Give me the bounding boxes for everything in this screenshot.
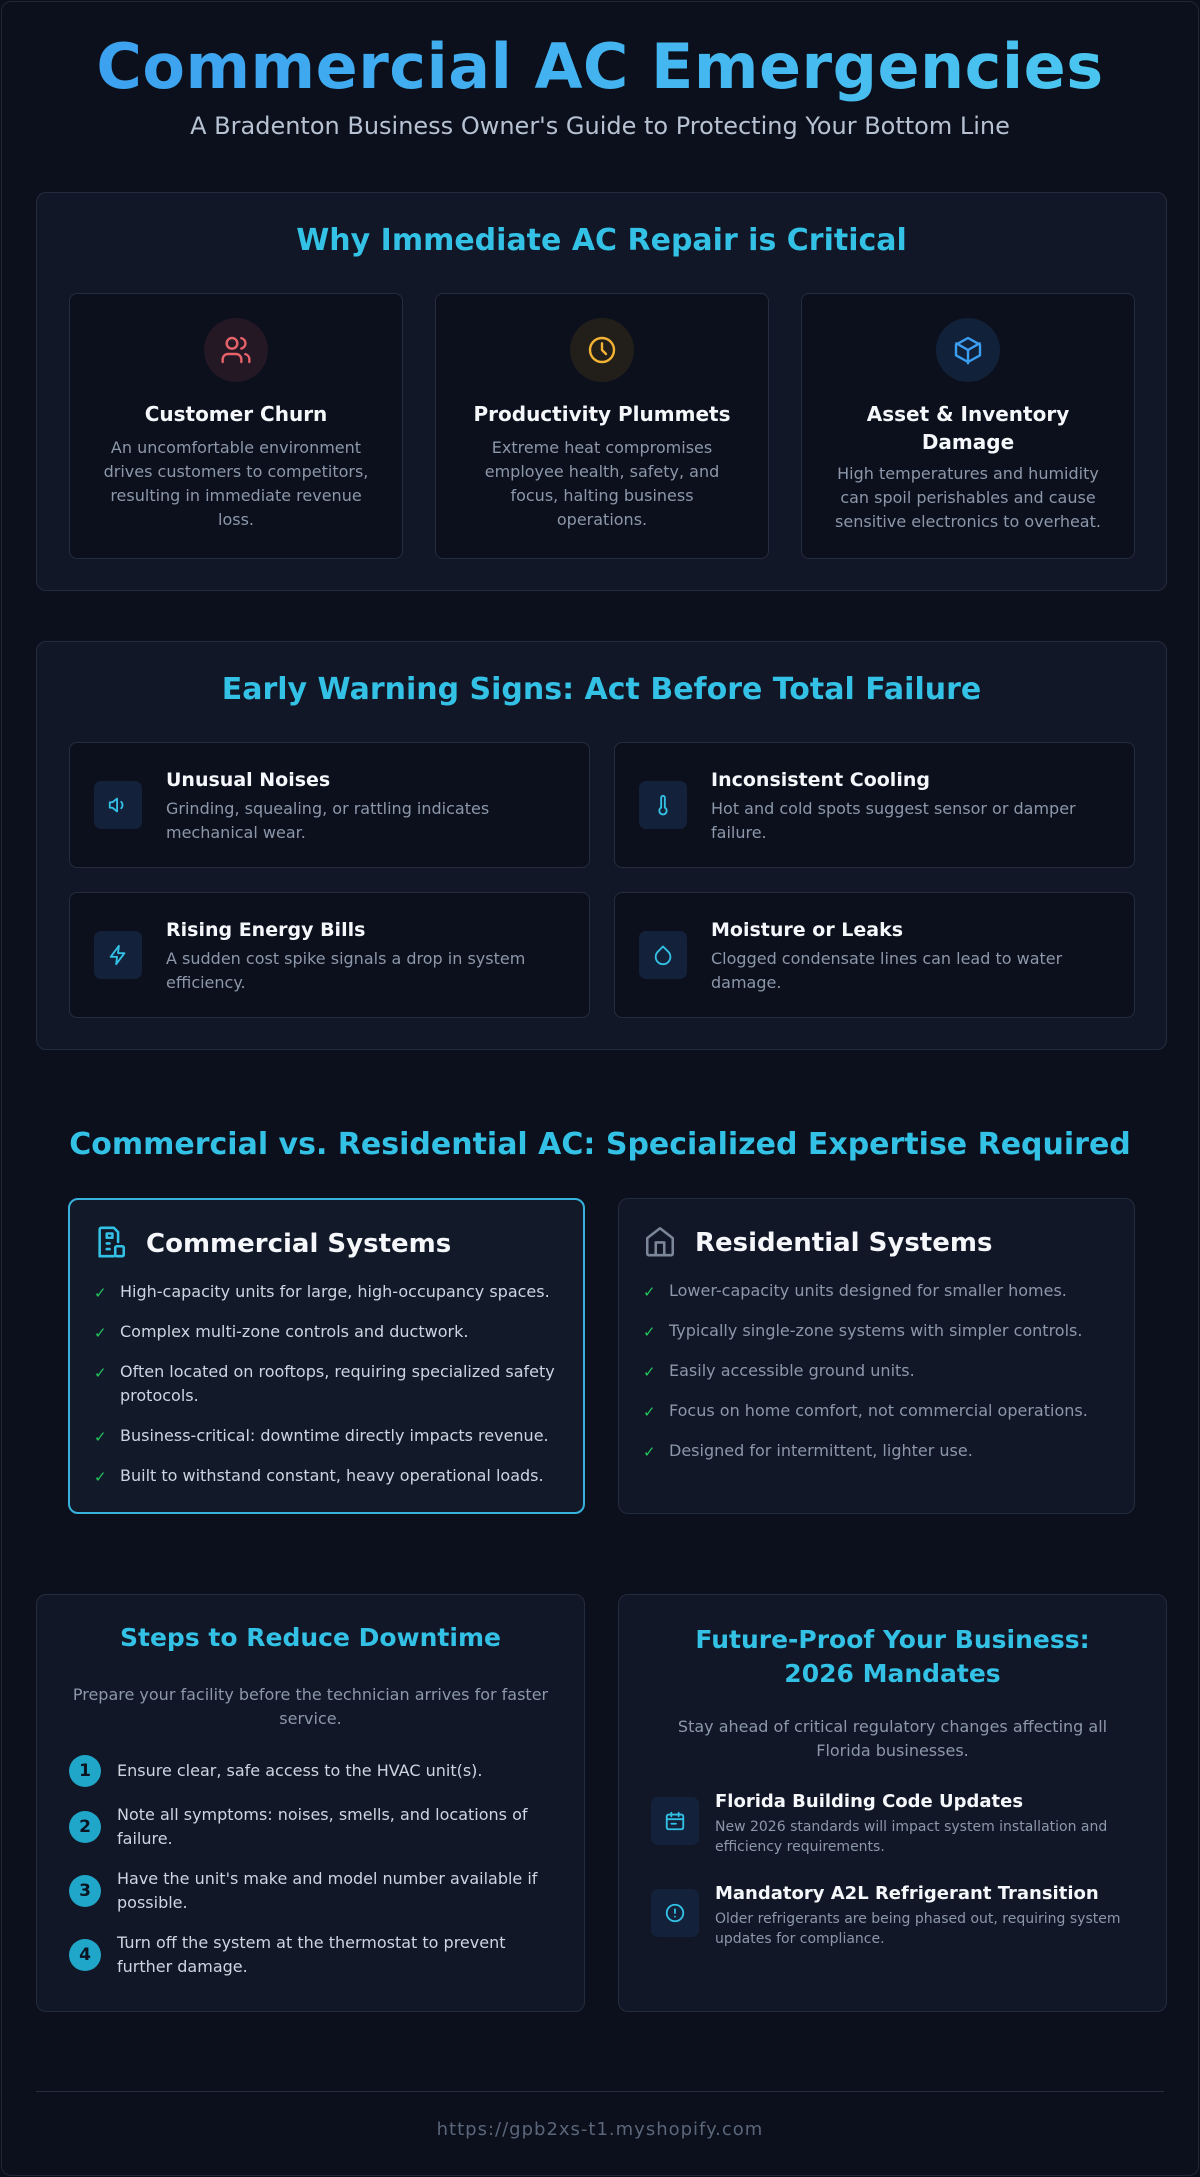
mandate-text: Older refrigerants are being phased out, requiring system updates for compliance.	[715, 1911, 1121, 1947]
why-card-text: High temperatures and humidity can spoil perishables and cause sensitive electronics to overheat.	[835, 464, 1101, 531]
comparison-list-item	[94, 1424, 559, 1448]
comparison-list-item	[94, 1280, 559, 1304]
warning-card-noises	[69, 742, 590, 868]
comparison-list-item	[94, 1360, 559, 1408]
comparison-list-item	[94, 1320, 559, 1344]
mandate-item	[651, 1791, 1136, 1855]
commercial-systems-title: Commercial Systems	[146, 1229, 452, 1259]
why-card-text: An uncomfortable environment drives customers to competitors, resulting in immediate revenue loss.	[103, 438, 369, 529]
footer-url-link[interactable]: https://gpb2xs-t1.myshopify.com	[436, 2119, 764, 2140]
why-section	[36, 192, 1167, 591]
page-title: Commercial AC Emergencies	[2, 30, 1198, 103]
comparison-list-item	[643, 1279, 1110, 1303]
comparison-list-item	[643, 1439, 1110, 1463]
steps-description: Prepare your facility before the technician arrives for faster service.	[72, 1685, 549, 1728]
commercial-systems-list	[94, 1280, 559, 1504]
warning-card-title: Rising Energy Bills	[166, 919, 366, 941]
warning-card-title: Moisture or Leaks	[711, 919, 904, 941]
residential-systems-box	[618, 1198, 1135, 1514]
users-icon	[204, 318, 268, 382]
mandates-description: Stay ahead of critical regulatory changes affecting all Florida businesses.	[677, 1717, 1108, 1760]
why-card-asset-damage	[801, 293, 1135, 559]
comparison-list-item	[94, 1464, 559, 1488]
step-item	[69, 1755, 554, 1787]
check-icon: ✓	[94, 1428, 107, 1446]
step-text: Turn off the system at the thermostat to prevent further damage.	[117, 1933, 506, 1976]
comparison-list-item	[643, 1359, 1110, 1383]
step-text: Ensure clear, safe access to the HVAC unit(s).	[117, 1761, 483, 1780]
warning-card-text: Hot and cold spots suggest sensor or damper failure.	[711, 799, 1076, 842]
step-item	[69, 1805, 554, 1859]
step-item	[69, 1933, 554, 1987]
step-text: Note all symptoms: noises, smells, and locations of failure.	[117, 1805, 528, 1848]
why-card-title: Productivity Plummets	[473, 402, 731, 426]
residential-systems-list	[643, 1279, 1110, 1479]
mandates-title: Future-Proof Your Business: 2026 Mandates	[695, 1625, 1090, 1688]
comparison-title: Commercial vs. Residential AC: Specialized Expertise Required	[69, 1127, 1131, 1162]
step-number: 1	[69, 1755, 101, 1787]
why-card-title: Asset & Inventory Damage	[866, 402, 1070, 454]
why-card-customer-churn	[69, 293, 403, 559]
commercial-systems-box	[68, 1198, 585, 1514]
residential-systems-header	[643, 1223, 992, 1263]
comparison-item-text: Built to withstand constant, heavy operational loads.	[120, 1466, 544, 1485]
page-subtitle: A Bradenton Business Owner's Guide to Protecting Your Bottom Line	[190, 112, 1010, 140]
comparison-item-text: Designed for intermittent, lighter use.	[669, 1441, 973, 1460]
droplet-icon	[639, 931, 687, 979]
warning-card-text: Clogged condensate lines can lead to water damage.	[711, 949, 1063, 992]
warning-signs-title: Early Warning Signs: Act Before Total Failure	[221, 672, 982, 707]
check-icon: ✓	[643, 1443, 656, 1461]
comparison-item-text: High-capacity units for large, high-occupancy spaces.	[120, 1282, 550, 1301]
why-section-title: Why Immediate AC Repair is Critical	[296, 223, 907, 258]
check-icon: ✓	[94, 1468, 107, 1486]
why-card-title: Customer Churn	[144, 402, 328, 426]
why-card-text: Extreme heat compromises employee health, safety, and focus, halting business operations.	[484, 438, 720, 529]
warning-card-energy-bills	[69, 892, 590, 1018]
alert-circle-icon	[651, 1889, 699, 1937]
mandates-section	[618, 1594, 1167, 2012]
comparison-item-text: Complex multi-zone controls and ductwork.	[120, 1322, 469, 1341]
step-number: 4	[69, 1939, 101, 1971]
comparison-list-item	[643, 1399, 1110, 1423]
check-icon: ✓	[643, 1283, 656, 1301]
comparison-item-text: Business-critical: downtime directly impacts revenue.	[120, 1426, 549, 1445]
box-icon	[936, 318, 1000, 382]
step-item	[69, 1869, 554, 1923]
comparison-item-text: Typically single-zone systems with simpler controls.	[669, 1321, 1083, 1340]
warning-card-moisture	[614, 892, 1135, 1018]
step-number: 2	[69, 1811, 101, 1843]
thermometer-icon	[639, 781, 687, 829]
check-icon: ✓	[94, 1324, 107, 1342]
check-icon: ✓	[643, 1403, 656, 1421]
comparison-item-text: Often located on rooftops, requiring specialized safety protocols.	[120, 1362, 555, 1405]
comparison-item-text: Focus on home comfort, not commercial operations.	[669, 1401, 1088, 1420]
warning-card-title: Inconsistent Cooling	[711, 769, 930, 791]
mandate-item	[651, 1883, 1136, 1947]
steps-section	[36, 1594, 585, 2012]
footer-divider	[36, 2091, 1164, 2092]
infographic-page	[1, 1, 1199, 2176]
warning-card-title: Unusual Noises	[166, 769, 331, 791]
mandate-title: Florida Building Code Updates	[715, 1791, 1024, 1812]
residential-systems-title: Residential Systems	[695, 1228, 993, 1258]
steps-title: Steps to Reduce Downtime	[120, 1623, 501, 1652]
why-card-productivity	[435, 293, 769, 559]
comparison-list-item	[643, 1319, 1110, 1343]
check-icon: ✓	[643, 1363, 656, 1381]
comparison-item-text: Lower-capacity units designed for smaller homes.	[669, 1281, 1067, 1300]
step-number: 3	[69, 1875, 101, 1907]
check-icon: ✓	[643, 1323, 656, 1341]
check-icon: ✓	[94, 1364, 107, 1382]
warning-signs-section	[36, 641, 1167, 1050]
clock-icon	[570, 318, 634, 382]
speaker-icon	[94, 781, 142, 829]
warning-card-cooling	[614, 742, 1135, 868]
warning-card-text: A sudden cost spike signals a drop in system efficiency.	[166, 949, 526, 992]
check-icon: ✓	[94, 1284, 107, 1302]
mandate-text: New 2026 standards will impact system installation and efficiency requirements.	[715, 1819, 1108, 1855]
building-icon	[94, 1225, 128, 1263]
mandate-title: Mandatory A2L Refrigerant Transition	[715, 1883, 1099, 1904]
lightning-icon	[94, 931, 142, 979]
commercial-systems-header	[94, 1224, 451, 1264]
step-text: Have the unit's make and model number available if possible.	[117, 1869, 538, 1912]
calendar-icon	[651, 1797, 699, 1845]
comparison-item-text: Easily accessible ground units.	[669, 1361, 915, 1380]
house-icon	[643, 1224, 677, 1262]
warning-card-text: Grinding, squealing, or rattling indicates mechanical wear.	[166, 799, 490, 842]
